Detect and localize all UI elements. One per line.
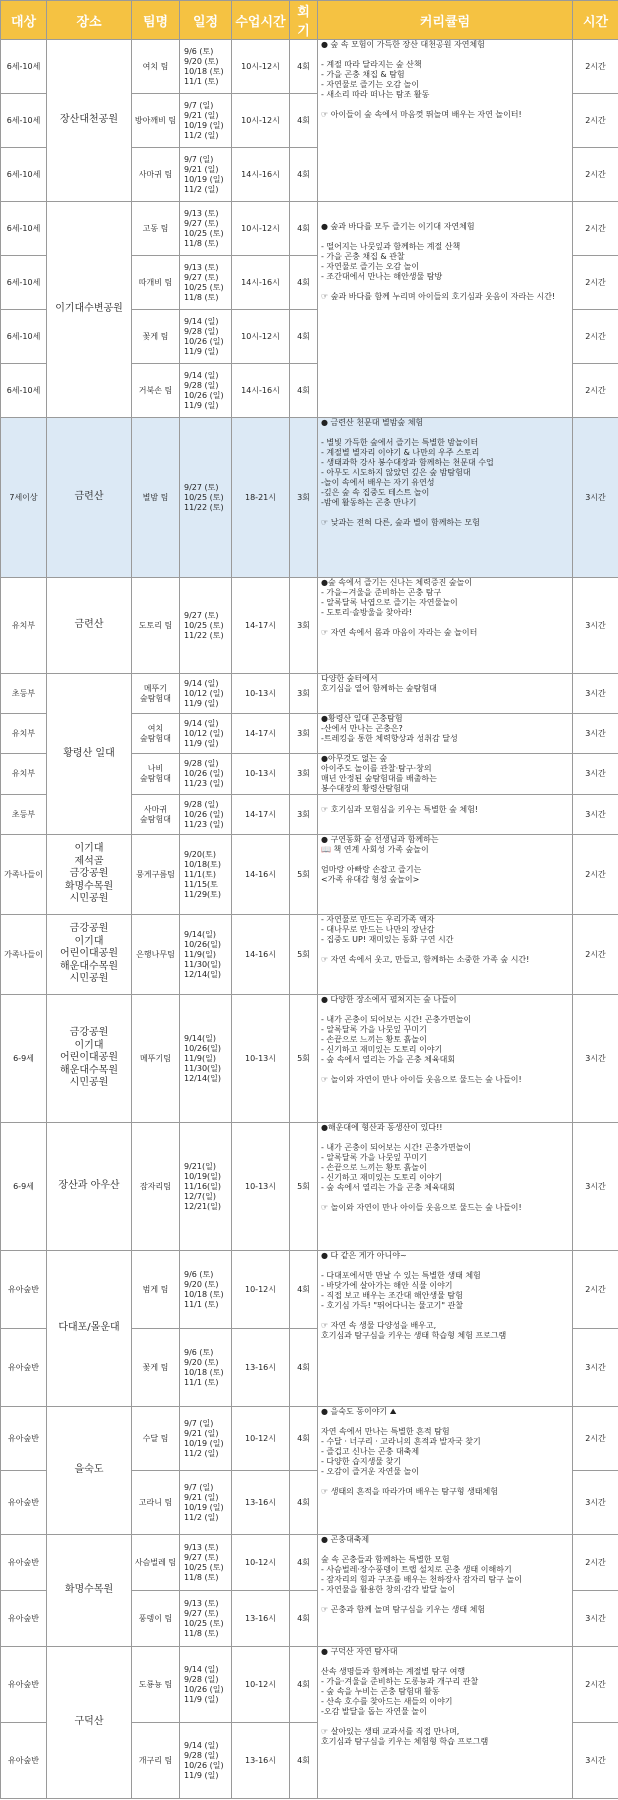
sessions-cell: 3회 bbox=[290, 714, 318, 754]
sessions-cell: 3회 bbox=[290, 418, 318, 578]
duration-cell: 3시간 bbox=[573, 714, 618, 754]
team-cell: 나비 숲탐험대 bbox=[132, 754, 180, 795]
header-place: 장소 bbox=[47, 1, 132, 40]
duration-cell: 2시간 bbox=[573, 1535, 618, 1591]
sessions-cell: 3회 bbox=[290, 795, 318, 835]
target-cell: 유아숲반 bbox=[1, 1535, 47, 1591]
schedule-cell: 9/14 (일) 10/12 (일) 11/9 (일) bbox=[180, 674, 232, 714]
duration-cell: 3시간 bbox=[573, 1591, 618, 1647]
target-cell: 유아숲반 bbox=[1, 1723, 47, 1799]
duration-cell: 2시간 bbox=[573, 40, 618, 94]
team-cell: 방아깨비 팀 bbox=[132, 94, 180, 148]
schedule-cell: 9/13 (토) 9/27 (토) 10/25 (토) 11/8 (토) bbox=[180, 256, 232, 310]
class-time-cell: 10시-12시 bbox=[232, 94, 290, 148]
class-time-cell: 10-12시 bbox=[232, 1407, 290, 1471]
sessions-cell: 5회 bbox=[290, 915, 318, 995]
schedule-cell: 9/7 (일) 9/21 (일) 10/19 (일) 11/2 (일) bbox=[180, 94, 232, 148]
table-row bbox=[1, 418, 618, 578]
class-time-cell: 14시-16시 bbox=[232, 148, 290, 202]
target-cell: 6세-10세 bbox=[1, 148, 47, 202]
schedule-cell: 9/7 (일) 9/21 (일) 10/19 (일) 11/2 (일) bbox=[180, 148, 232, 202]
curriculum-cell: ● 곤충대축제 숲 속 곤충들과 함께하는 특별한 모험 - 사슴벌레·장수풍뎅이 트랩 설치로 곤충 생태 이해하기 - 잠자리의 힘과 구조를 배우는 천하장사 잠자리 탐구 놀이 - 자연물을 활용한 창의·감각 발달 놀이 ☞ 곤충과 함께 놀며 탐구심을 키우는 생태 체험 bbox=[318, 1535, 573, 1647]
duration-cell: 3시간 bbox=[573, 795, 618, 835]
header-curriculum: 커리큘럼 bbox=[318, 1, 573, 40]
header-schedule: 일정 bbox=[180, 1, 232, 40]
target-cell: 6세-10세 bbox=[1, 40, 47, 94]
duration-cell: 2시간 bbox=[573, 1647, 618, 1723]
sessions-cell: 5회 bbox=[290, 1123, 318, 1251]
curriculum-cell: ● 숲과 바다를 모두 즐기는 이기대 자연체험 - 떨어지는 나뭇잎과 함께하는 계절 산책 - 가을 곤충 채집 & 관찰 - 자연물로 즐기는 오감 놀이 - 조간대에서 만나는 해안생물 탐방 ☞ 숲과 바다를 함께 누리며 아이들의 호기심과 웃음이 자라는 시간! bbox=[318, 202, 573, 418]
duration-cell: 2시간 bbox=[573, 94, 618, 148]
class-time-cell: 10시-12시 bbox=[232, 40, 290, 94]
target-cell: 6-9세 bbox=[1, 995, 47, 1123]
schedule-cell: 9/13 (토) 9/27 (토) 10/25 (토) 11/8 (토) bbox=[180, 1535, 232, 1591]
class-time-cell: 14시-16시 bbox=[232, 256, 290, 310]
table-row bbox=[1, 1123, 618, 1251]
class-time-cell: 10-12시 bbox=[232, 1251, 290, 1329]
schedule-cell: 9/14 (일) 9/28 (일) 10/26 (일) 11/9 (일) bbox=[180, 1647, 232, 1723]
target-cell: 초등부 bbox=[1, 795, 47, 835]
schedule-cell: 9/6 (토) 9/20 (토) 10/18 (토) 11/1 (토) bbox=[180, 1251, 232, 1329]
curriculum-cell: ●황령산 일대 곤충탐험 -산에서 만나는 곤충은? -트레킹을 통한 체력향상과 성취감 달성 bbox=[318, 714, 573, 754]
team-cell: 따개비 팀 bbox=[132, 256, 180, 310]
place-cell: 화명수목원 bbox=[47, 1535, 132, 1647]
team-cell: 여치 팀 bbox=[132, 40, 180, 94]
duration-cell: 3시간 bbox=[573, 1723, 618, 1799]
table-row bbox=[1, 1647, 618, 1723]
team-cell: 뭉게구름팀 bbox=[132, 835, 180, 915]
curriculum-cell: ●숲 속에서 즐기는 신나는 체력증진 숲놀이 - 가을~겨울을 준비하는 곤충 탐구 - 알록달록 낙엽으로 즐기는 자연물놀이 - 도토리·솔방울을 찾아라! ☞ 자연 속에서 몸과 마음이 자라는 숲 놀이터 bbox=[318, 578, 573, 674]
table-row bbox=[1, 578, 618, 674]
team-cell: 사마귀 팀 bbox=[132, 148, 180, 202]
class-time-cell: 10-12시 bbox=[232, 1535, 290, 1591]
duration-cell: 2시간 bbox=[573, 202, 618, 256]
sessions-cell: 4회 bbox=[290, 1329, 318, 1407]
class-time-cell: 10시-12시 bbox=[232, 202, 290, 256]
place-cell: 이기대 제석골 금강공원 화명수목원 시민공원 bbox=[47, 835, 132, 915]
curriculum-cell: ● 다양한 장소에서 펼쳐지는 숲 나들이 - 내가 곤충이 되어보는 시간! 곤충가면놀이 - 알록달록 가을 나뭇잎 꾸미기 - 손끝으로 느끼는 황토 흙놀이 - 신기하고 재미있는 도토리 이야기 - 숲 속에서 열리는 가을 곤충 체육대회 ☞ 놀이와 자연이 만나 아이들 웃음으로 물드는 숲 나들이! bbox=[318, 995, 573, 1123]
schedule-cell: 9/27 (토) 10/25 (토) 11/22 (토) bbox=[180, 418, 232, 578]
team-cell: 꽃게 팀 bbox=[132, 1329, 180, 1407]
team-cell: 개구리 팀 bbox=[132, 1723, 180, 1799]
place-cell: 구덕산 bbox=[47, 1647, 132, 1799]
header-class-time: 수업시간 bbox=[232, 1, 290, 40]
schedule-cell: 9/27 (토) 10/25 (토) 11/22 (토) bbox=[180, 578, 232, 674]
class-time-cell: 13-16시 bbox=[232, 1723, 290, 1799]
curriculum-cell: ☞ 호기심과 모험심을 키우는 특별한 숲 체험! bbox=[318, 795, 573, 835]
table-row bbox=[1, 674, 618, 714]
class-time-cell: 13-16시 bbox=[232, 1591, 290, 1647]
curriculum-cell: ● 구덕산 자연 탐사대 산속 생명들과 함께하는 계절별 탐구 여행 - 가을·겨울을 준비하는 도롱뇽과 개구리 관찰 - 숲 속을 누비는 곤충 탐험대 활동 - 산속 호수를 찾아드는 새들의 이야기 -오감 발달을 돕는 자연물 놀이 ☞ 살아있는 생태 교과서를 직접 만나며, 호기심과 탐구심을 키우는 체험형 학습 프로그램 bbox=[318, 1647, 573, 1799]
class-time-cell: 14-17시 bbox=[232, 578, 290, 674]
schedule-cell: 9/6 (토) 9/20 (토) 10/18 (토) 11/1 (토) bbox=[180, 40, 232, 94]
place-cell: 금련산 bbox=[47, 578, 132, 674]
table-header-row bbox=[1, 1, 618, 40]
team-cell: 수달 팀 bbox=[132, 1407, 180, 1471]
team-cell: 고동 팀 bbox=[132, 202, 180, 256]
sessions-cell: 5회 bbox=[290, 995, 318, 1123]
target-cell: 유아숲반 bbox=[1, 1329, 47, 1407]
sessions-cell: 5회 bbox=[290, 835, 318, 915]
target-cell: 초등부 bbox=[1, 674, 47, 714]
team-cell: 메뚜기팀 bbox=[132, 995, 180, 1123]
table-row bbox=[1, 1251, 618, 1329]
target-cell: 유아숲반 bbox=[1, 1647, 47, 1723]
team-cell: 거북손 팀 bbox=[132, 364, 180, 418]
team-cell: 메뚜기 숲탐험대 bbox=[132, 674, 180, 714]
class-time-cell: 14-17시 bbox=[232, 714, 290, 754]
sessions-cell: 3회 bbox=[290, 578, 318, 674]
schedule-cell: 9/6 (토) 9/20 (토) 10/18 (토) 11/1 (토) bbox=[180, 1329, 232, 1407]
table-row bbox=[1, 995, 618, 1123]
table-row bbox=[1, 1407, 618, 1471]
curriculum-cell: ● 다 같은 게가 아니야~ - 다대포에서만 만날 수 있는 특별한 생태 체험 - 바닷가에 살아가는 해안 식물 이야기 - 직접 보고 배우는 조간대 해안생물 탐험 - 호기심 가득! "뛰어다니는 물고기" 관찰 ☞ 자연 속 생물 다양성을 배우고, 호기심과 탐구심을 키우는 생태 학습형 체험 프로그램 bbox=[318, 1251, 573, 1407]
schedule-cell: 9/14(일) 10/26(일) 11/9(일) 11/30(일) 12/14(일) bbox=[180, 915, 232, 995]
place-cell: 이기대수변공원 bbox=[47, 202, 132, 418]
class-time-cell: 10시-12시 bbox=[232, 310, 290, 364]
duration-cell: 2시간 bbox=[573, 835, 618, 915]
schedule-cell: 9/7 (일) 9/21 (일) 10/19 (일) 11/2 (일) bbox=[180, 1471, 232, 1535]
sessions-cell: 3회 bbox=[290, 754, 318, 795]
place-cell: 을숙도 bbox=[47, 1407, 132, 1535]
schedule-cell: 9/14 (일) 9/28 (일) 10/26 (일) 11/9 (일) bbox=[180, 364, 232, 418]
sessions-cell: 4회 bbox=[290, 94, 318, 148]
target-cell: 유아숲반 bbox=[1, 1407, 47, 1471]
duration-cell: 2시간 bbox=[573, 364, 618, 418]
duration-cell: 2시간 bbox=[573, 915, 618, 995]
header-sessions: 회기 bbox=[290, 1, 318, 40]
schedule-cell: 9/14 (일) 10/12 (일) 11/9 (일) bbox=[180, 714, 232, 754]
target-cell: 유아숲반 bbox=[1, 1591, 47, 1647]
duration-cell: 3시간 bbox=[573, 418, 618, 578]
schedule-cell: 9/13 (토) 9/27 (토) 10/25 (토) 11/8 (토) bbox=[180, 202, 232, 256]
target-cell: 6세-10세 bbox=[1, 364, 47, 418]
team-cell: 사슴벌레 팀 bbox=[132, 1535, 180, 1591]
schedule-cell: 9/20(토) 10/18(토) 11/1(토) 11/15(토 11/29(토) bbox=[180, 835, 232, 915]
target-cell: 유치부 bbox=[1, 714, 47, 754]
header-duration: 시간 bbox=[573, 1, 618, 40]
target-cell: 유아숲반 bbox=[1, 1471, 47, 1535]
duration-cell: 3시간 bbox=[573, 995, 618, 1123]
duration-cell: 3시간 bbox=[573, 754, 618, 795]
curriculum-cell: - 자연물로 만드는 우리가족 액자 - 대나무로 만드는 나만의 장난감 - 집중도 UP! 재미있는 동화 구연 시간 ☞ 자연 속에서 웃고, 만들고, 함께하는 소중한 가족 숲 시간! bbox=[318, 915, 573, 995]
place-cell: 금강공원 이기대 어린이대공원 해운대수목원 시민공원 bbox=[47, 915, 132, 995]
schedule-cell: 9/13 (토) 9/27 (토) 10/25 (토) 11/8 (토) bbox=[180, 1591, 232, 1647]
place-cell: 장산대천공원 bbox=[47, 40, 132, 202]
sessions-cell: 4회 bbox=[290, 1591, 318, 1647]
duration-cell: 3시간 bbox=[573, 1123, 618, 1251]
sessions-cell: 4회 bbox=[290, 256, 318, 310]
team-cell: 사마귀 숲탐험대 bbox=[132, 795, 180, 835]
sessions-cell: 4회 bbox=[290, 202, 318, 256]
duration-cell: 3시간 bbox=[573, 674, 618, 714]
class-time-cell: 10-13시 bbox=[232, 1123, 290, 1251]
team-cell: 도룡뇽 팀 bbox=[132, 1647, 180, 1723]
class-time-cell: 14-16시 bbox=[232, 915, 290, 995]
table-row bbox=[1, 202, 618, 256]
schedule-cell: 9/7 (일) 9/21 (일) 10/19 (일) 11/2 (일) bbox=[180, 1407, 232, 1471]
target-cell: 유아숲반 bbox=[1, 1251, 47, 1329]
sessions-cell: 4회 bbox=[290, 148, 318, 202]
table-row bbox=[1, 915, 618, 995]
team-cell: 꽃게 팀 bbox=[132, 310, 180, 364]
schedule-cell: 9/21(일) 10/19(일) 11/16(일) 12/7(일) 12/21(일) bbox=[180, 1123, 232, 1251]
target-cell: 6세-10세 bbox=[1, 310, 47, 364]
table-body bbox=[1, 40, 618, 1799]
target-cell: 6세-10세 bbox=[1, 94, 47, 148]
class-time-cell: 10-13시 bbox=[232, 754, 290, 795]
place-cell: 장산과 아우산 bbox=[47, 1123, 132, 1251]
team-cell: 잠자리팀 bbox=[132, 1123, 180, 1251]
curriculum-cell: ●아무것도 없는 숲 아이주도 놀이를 관찰·탐구·창의 매년 안정된 숲탐험대를 배출하는 봉수대장의 황령산탐험대 bbox=[318, 754, 573, 795]
sessions-cell: 4회 bbox=[290, 1251, 318, 1329]
class-time-cell: 13-16시 bbox=[232, 1329, 290, 1407]
table-row bbox=[1, 835, 618, 915]
class-time-cell: 14시-16시 bbox=[232, 364, 290, 418]
duration-cell: 2시간 bbox=[573, 310, 618, 364]
target-cell: 7세이상 bbox=[1, 418, 47, 578]
curriculum-cell: 다양한 숲터에서 호기심을 열어 함께하는 숲탐험대 bbox=[318, 674, 573, 714]
target-cell: 6세-10세 bbox=[1, 202, 47, 256]
curriculum-cell: ●해운대에 형산과 동생산이 있다!! - 내가 곤충이 되어보는 시간! 곤충가면놀이 - 알록달록 가을 나뭇잎 꾸미기 - 손끝으로 느끼는 황토 흙놀이 - 신기하고 재미있는 도토리 이야기 - 숲 속에서 열리는 가을 곤충 체육대회 ☞ 놀이와 자연이 만나 아이들 웃음으로 물드는 숲 나들이! bbox=[318, 1123, 573, 1251]
class-time-cell: 13-16시 bbox=[232, 1471, 290, 1535]
sessions-cell: 4회 bbox=[290, 1407, 318, 1471]
team-cell: 범게 팀 bbox=[132, 1251, 180, 1329]
target-cell: 유치부 bbox=[1, 578, 47, 674]
duration-cell: 2시간 bbox=[573, 256, 618, 310]
schedule-cell: 9/14 (일) 9/28 (일) 10/26 (일) 11/9 (일) bbox=[180, 310, 232, 364]
target-cell: 유치부 bbox=[1, 754, 47, 795]
class-time-cell: 14-16시 bbox=[232, 835, 290, 915]
team-cell: 도토리 팀 bbox=[132, 578, 180, 674]
curriculum-cell: ● 구연동화 숲 선생님과 함께하는 📖 책 연계 사회성 가족 숲놀이 엄마랑 아빠랑 손잡고 즐기는 <가족 유대감 형성 숲놀이> bbox=[318, 835, 573, 915]
team-cell: 은행나무팀 bbox=[132, 915, 180, 995]
duration-cell: 2시간 bbox=[573, 1407, 618, 1471]
class-time-cell: 10-12시 bbox=[232, 1647, 290, 1723]
target-cell: 6-9세 bbox=[1, 1123, 47, 1251]
sessions-cell: 4회 bbox=[290, 1535, 318, 1591]
duration-cell: 2시간 bbox=[573, 1251, 618, 1329]
team-cell: 풍뎅이 팀 bbox=[132, 1591, 180, 1647]
sessions-cell: 4회 bbox=[290, 1647, 318, 1723]
class-time-cell: 10-13시 bbox=[232, 674, 290, 714]
sessions-cell: 4회 bbox=[290, 1723, 318, 1799]
header-target: 대상 bbox=[1, 1, 47, 40]
class-time-cell: 10-13시 bbox=[232, 995, 290, 1123]
sessions-cell: 3회 bbox=[290, 674, 318, 714]
target-cell: 가족나들이 bbox=[1, 835, 47, 915]
sessions-cell: 4회 bbox=[290, 364, 318, 418]
schedule-cell: 9/14(일) 10/26(일) 11/9(일) 11/30(일) 12/14(일) bbox=[180, 995, 232, 1123]
duration-cell: 3시간 bbox=[573, 578, 618, 674]
duration-cell: 2시간 bbox=[573, 148, 618, 202]
header-team: 팀명 bbox=[132, 1, 180, 40]
place-cell: 황령산 일대 bbox=[47, 674, 132, 835]
class-time-cell: 18-21시 bbox=[232, 418, 290, 578]
team-cell: 별밤 팀 bbox=[132, 418, 180, 578]
class-time-cell: 14-17시 bbox=[232, 795, 290, 835]
curriculum-cell: ● 을숙도 동이야기 ⛰ 자연 속에서 만나는 특별한 흔적 탐험 - 수달 · 너구리 · 고라니의 흔적과 발자국 찾기 - 즐겁고 신나는 곤충 대축제 - 다양한 습지생물 찾기 - 오감이 즐거운 자연물 놀이 ☞ 생태의 흔적을 따라가며 배우는 탐구형 생태체험 bbox=[318, 1407, 573, 1535]
duration-cell: 3시간 bbox=[573, 1471, 618, 1535]
table-row bbox=[1, 40, 618, 94]
place-cell: 다대포/몰운대 bbox=[47, 1251, 132, 1407]
target-cell: 가족나들이 bbox=[1, 915, 47, 995]
schedule-cell: 9/28 (일) 10/26 (일) 11/23 (일) bbox=[180, 795, 232, 835]
team-cell: 여치 숲탐험대 bbox=[132, 714, 180, 754]
sessions-cell: 4회 bbox=[290, 40, 318, 94]
curriculum-cell: ● 금련산 천문대 별밤숲 체험 - 별빛 가득한 숲에서 즐기는 특별한 밤놀이터 - 계절별 별자리 이야기 & 나만의 우주 스토리 - 생태과학 강사 봉수대장과 함께하는 천문대 수업 - 아무도 시도하지 않았던 깊은 숲 밤탐험대 -놀이 속에서 배우는 자기 유연성 -깊은 숲 속 집중도 테스트 놀이 -밤에 활동하는 곤충 만나기 ☞ 낮과는 전혀 다른, 숲과 별이 함께하는 모험 bbox=[318, 418, 573, 578]
place-cell: 금강공원 이기대 어린이대공원 해운대수목원 시민공원 bbox=[47, 995, 132, 1123]
duration-cell: 3시간 bbox=[573, 1329, 618, 1407]
sessions-cell: 4회 bbox=[290, 1471, 318, 1535]
schedule-cell: 9/14 (일) 9/28 (일) 10/26 (일) 11/9 (일) bbox=[180, 1723, 232, 1799]
team-cell: 고라니 팀 bbox=[132, 1471, 180, 1535]
place-cell: 금련산 bbox=[47, 418, 132, 578]
schedule-cell: 9/28 (일) 10/26 (일) 11/23 (일) bbox=[180, 754, 232, 795]
sessions-cell: 4회 bbox=[290, 310, 318, 364]
table-row bbox=[1, 1535, 618, 1591]
curriculum-cell: ● 숲 속 모험이 가득한 장산 대천공원 자연체험 - 계절 따라 달라지는 숲 산책 - 가을 곤충 채집 & 탐험 - 자연물로 즐기는 오감 놀이 - 새소리 따라 떠나는 탐조 활동 ☞ 아이들이 숲 속에서 마음껏 뛰놀며 배우는 자연 놀이터! bbox=[318, 40, 573, 202]
target-cell: 6세-10세 bbox=[1, 256, 47, 310]
